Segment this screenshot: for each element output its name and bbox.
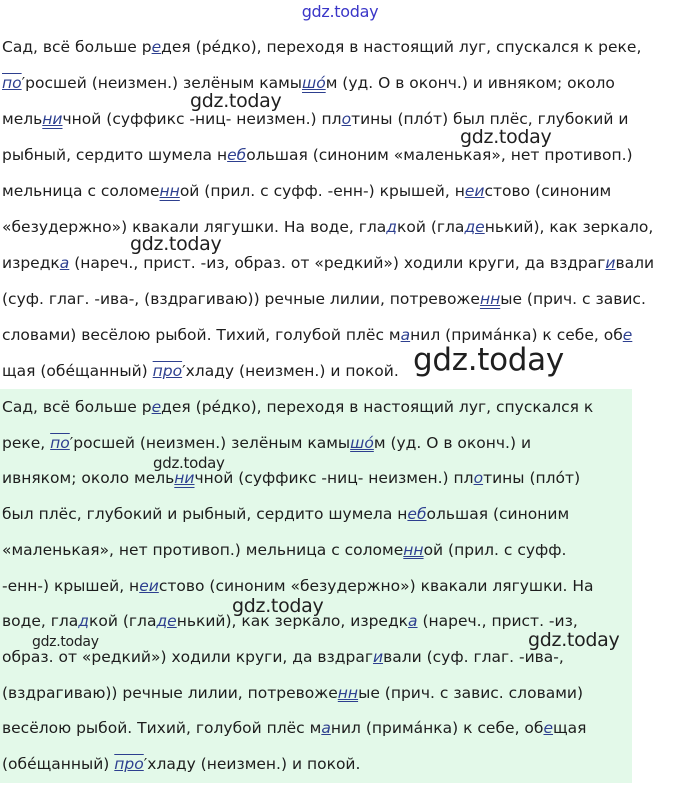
orthogram-mark: нн: [159, 182, 180, 200]
orthogram-mark: шó: [302, 74, 326, 92]
text-run: щая: [553, 719, 587, 738]
text-line: [2, 361, 399, 381]
text-run: (суф. глаг. -ива-, (вздрагиваю)) речные лилии, потревоже: [2, 290, 480, 308]
orthogram-mark: о: [341, 110, 352, 128]
text-run: стово (синоним «безудержно») квакали лягушки. На: [158, 576, 594, 595]
text-run: м (уд. О в оконч.) и ивняком; около: [325, 74, 615, 92]
orthogram-mark: е: [622, 326, 633, 344]
text-run: воде, гла: [2, 612, 79, 631]
text-run: чной (суффикс -ниц- неизмен.) пл: [194, 469, 474, 488]
text-run: рыбный, сердито шумела н: [2, 146, 228, 164]
text-run: ой (прил. с суфф. -енн-) крышей, н: [179, 182, 465, 200]
text-run: кой (гла: [396, 218, 465, 236]
orthogram-mark: де: [464, 218, 485, 236]
text-line: [2, 253, 654, 273]
text-run: ′хладу (неизмен.) и покой.: [143, 755, 361, 773]
text-run: «безудержно») квакали лягушки. На воде, гла: [2, 218, 387, 236]
text-run: нький), как зеркало,: [484, 218, 654, 236]
orthogram-mark: и: [372, 647, 384, 666]
text-run: реке,: [2, 433, 51, 452]
text-line: [2, 73, 615, 93]
text-line: [2, 504, 569, 524]
text-run: м (уд. О в оконч.) и: [373, 433, 532, 452]
orthogram-mark: д: [386, 218, 397, 236]
text-run: ые (прич. с завис.: [500, 290, 646, 308]
text-line: [2, 397, 593, 417]
watermark: gdz.today: [190, 90, 282, 112]
orthogram-mark: а: [408, 612, 418, 631]
text-run: -енн-) крышей, н: [2, 576, 140, 595]
orthogram-mark: ни: [42, 110, 63, 128]
text-run: ивняком; около мель: [2, 469, 175, 488]
text-run: кой (гла: [89, 612, 157, 631]
orthogram-mark: еи: [139, 576, 159, 595]
orthogram-mark: еи: [464, 182, 485, 200]
text-run: (нареч., прист. -из,: [417, 612, 578, 631]
header-watermark: gdz.today: [301, 2, 379, 21]
orthogram-mark: и: [605, 254, 616, 272]
text-run: (вздрагиваю)) речные лилии, потревоже: [2, 683, 338, 702]
orthogram-mark: по: [50, 433, 70, 452]
text-run: ′хладу (неизмен.) и покой.: [182, 362, 399, 380]
orthogram-mark: еб: [227, 146, 247, 164]
text-run: стово (синоним: [484, 182, 612, 200]
orthogram-mark: шó: [350, 433, 374, 452]
orthogram-mark: про: [152, 362, 183, 380]
text-run: ой (прил. с суфф.: [423, 540, 567, 559]
orthogram-mark: о: [473, 469, 484, 488]
watermark: gdz.today: [460, 126, 552, 148]
text-run: нил (примáнка) к себе, об: [410, 326, 623, 344]
text-run: щая (обéщанный): [2, 362, 153, 380]
text-run: ′росшей (неизмен.) зелёным камы: [69, 433, 351, 452]
text-run: мельница с соломе: [2, 182, 160, 200]
text-run: тины (плóт) был плёс, глубокий и: [351, 110, 629, 128]
watermark: gdz.today: [528, 629, 620, 651]
text-run: чной (суффикс -ниц- неизмен.) пл: [62, 110, 342, 128]
orthogram-mark: а: [400, 326, 411, 344]
text-run: «маленькая», нет противоп.) мельница с соломе: [2, 540, 404, 559]
orthogram-mark: нн: [479, 290, 501, 308]
text-line: [2, 181, 611, 201]
text-run: ′росшей (неизмен.) зелёным камы: [21, 74, 303, 92]
text-run: образ. от «редкий») ходили круги, да вздраг: [2, 647, 373, 666]
text-line: [2, 754, 360, 774]
text-run: ые (прич. с завис. словами): [358, 683, 584, 702]
orthogram-mark: по: [2, 74, 22, 92]
watermark: gdz.today: [413, 342, 564, 378]
text-run: нил (примáнка) к себе, об: [330, 719, 544, 738]
text-run: мель: [2, 110, 43, 128]
text-line: [2, 718, 586, 738]
text-run: был плёс, глубокий и рыбный, сердито шумела н: [2, 505, 408, 524]
watermark: gdz.today: [32, 634, 99, 650]
watermark: gdz.today: [153, 454, 225, 472]
text-line: [2, 289, 646, 309]
text-line: [2, 683, 583, 703]
text-run: вали (суф. глаг. -ива-,: [383, 647, 564, 666]
text-block-highlighted: [0, 389, 632, 783]
orthogram-mark: д: [78, 612, 89, 631]
text-line: [2, 217, 653, 237]
text-run: нький), как зеркало, изредк: [176, 612, 409, 631]
orthogram-mark: а: [321, 719, 331, 738]
orthogram-mark: а: [59, 254, 70, 272]
text-run: дея (рéдко), переходя в настоящий луг, спускался к: [161, 398, 594, 416]
orthogram-mark: е: [151, 398, 162, 416]
orthogram-mark: е: [151, 38, 162, 56]
watermark: gdz.today: [130, 233, 222, 255]
text-line: [2, 468, 580, 488]
text-run: изредк: [2, 254, 60, 272]
text-run: тины (плóт): [483, 469, 581, 488]
orthogram-mark: нн: [337, 683, 359, 702]
text-line: [2, 145, 633, 165]
watermark: gdz.today: [232, 595, 324, 617]
text-run: вали: [615, 254, 655, 272]
text-line: [2, 37, 641, 57]
orthogram-mark: ни: [174, 469, 195, 488]
text-run: словами) весёлою рыбой. Тихий, голубой плёс м: [2, 326, 401, 344]
text-line: [2, 576, 594, 596]
text-run: ольшая (синоним «маленькая», нет противоп.): [246, 146, 633, 164]
orthogram-mark: де: [156, 612, 177, 631]
text-run: дея (рéдко), переходя в настоящий луг, спускался к реке,: [161, 38, 642, 56]
text-run: Сад, всё больше р: [2, 38, 152, 56]
text-line: [2, 433, 531, 453]
orthogram-mark: еб: [407, 505, 427, 524]
orthogram-mark: е: [543, 719, 554, 738]
text-run: весёлою рыбой. Тихий, голубой плёс м: [2, 719, 322, 738]
orthogram-mark: нн: [403, 540, 424, 559]
text-run: (нареч., прист. -из, образ. от «редкий») ходили круги, да вздраг: [69, 254, 606, 272]
orthogram-mark: про: [114, 755, 144, 773]
text-run: (обéщанный): [2, 755, 115, 773]
text-line: [2, 540, 566, 560]
text-run: ольшая (синоним: [426, 505, 570, 524]
text-run: Сад, всё больше р: [2, 398, 152, 416]
